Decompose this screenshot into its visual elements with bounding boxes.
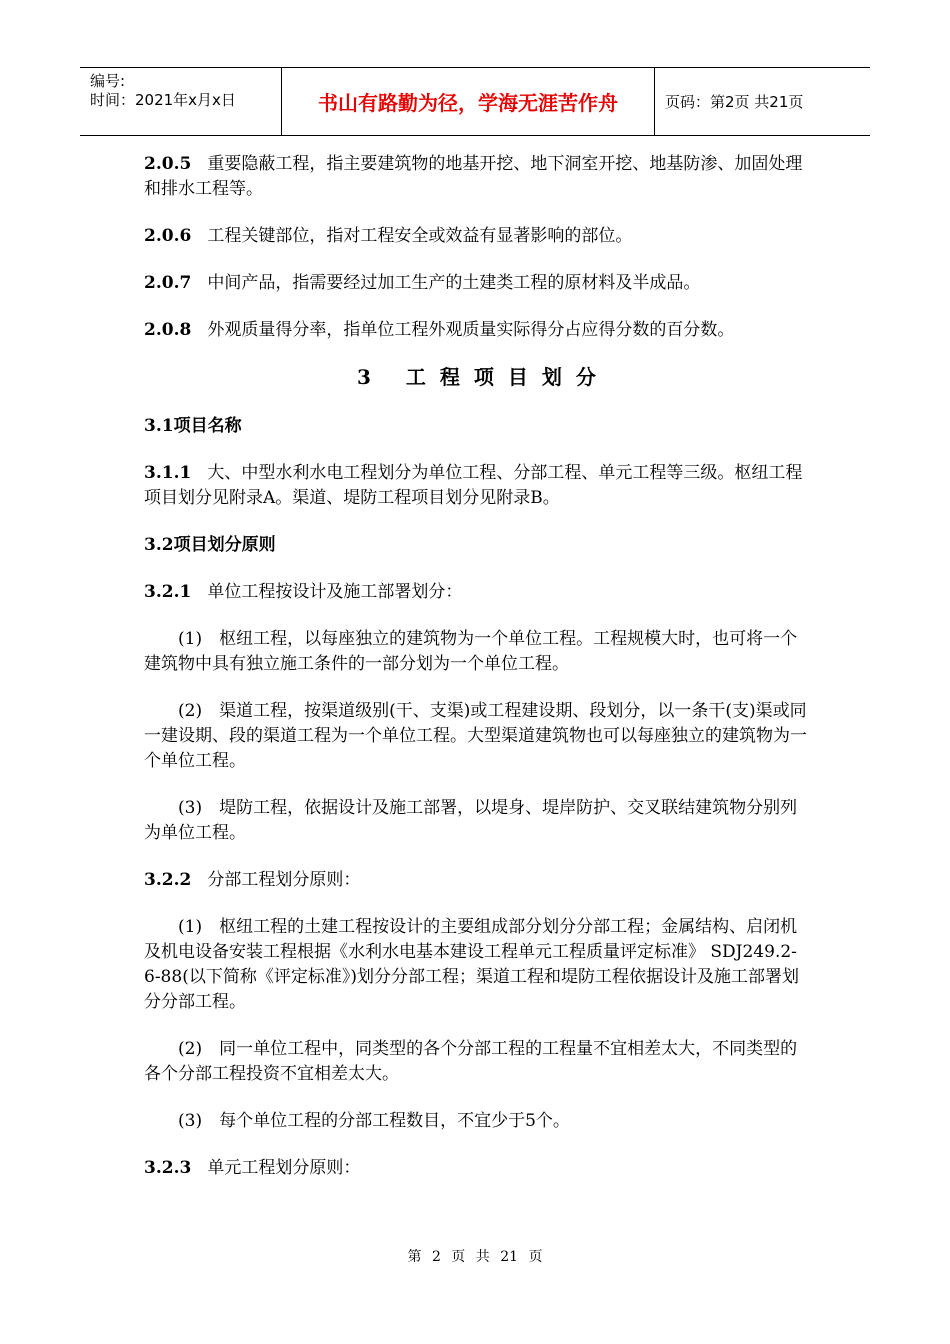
definition-2-0-7 (144, 271, 809, 296)
clause-3-2-2 (144, 868, 809, 893)
clause-text: 单位工程按设计及施工部署划分： (207, 582, 463, 602)
clause-text: 外观质量得分率，指单位工程外观质量实际得分占应得分数的百分数。 (207, 320, 735, 340)
list-item: (2) 渠道工程，按渠道级别(干、支渠)或工程建设期、段划分，以一条干(支)渠或同一建设期、段的渠道工程为一个单位工程。大型渠道建筑物也可以每座独立的建筑物为一个单位工程。 (144, 701, 807, 771)
definition-2-0-5 (144, 152, 809, 202)
header-meta (80, 68, 282, 135)
header-page-info: 页码：第2页 共21页 (665, 93, 804, 111)
subsection-title-3-2: 3.2项目划分原则 (144, 535, 276, 555)
clause-number: 2.0.5 (144, 154, 192, 174)
time-label: 时间：2021年x月x日 (90, 91, 236, 109)
list-item: (2) 同一单位工程中，同类型的各个分部工程的工程量不宜相差太大，不同类型的各个分部工程投资不宜相差太大。 (144, 1039, 798, 1084)
clause-3-1-1 (144, 461, 809, 511)
clause-number: 2.0.6 (144, 226, 192, 246)
page-footer: 第 2 页 共 21 页 (407, 1249, 543, 1265)
list-item: (3) 堤防工程，依据设计及施工部署，以堤身、堤岸防护、交叉联结建筑物分别列为单位工程。 (144, 798, 798, 843)
clause-number: 2.0.8 (144, 320, 192, 340)
clause-text: 大、中型水利水电工程划分为单位工程、分部工程、单元工程等三级。枢纽工程项目划分见附录A。渠道、堤防工程项目划分见附录B。 (144, 463, 803, 508)
list-item: (3) 每个单位工程的分部工程数目，不宜少于5个。 (178, 1111, 570, 1131)
clause-3-2-1 (144, 580, 809, 605)
clause-text: 工程关键部位，指对工程安全或效益有显著影响的部位。 (207, 226, 633, 246)
clause-number: 3.1.1 (144, 463, 192, 483)
list-item: (1) 枢纽工程，以每座独立的建筑物为一个单位工程。工程规模大时，也可将一个建筑物中具有独立施工条件的一部分划为一个单位工程。 (144, 629, 798, 674)
clause-text: 分部工程划分原则： (207, 870, 361, 890)
clause-number: 2.0.7 (144, 273, 192, 293)
clause-number: 3.2.2 (144, 870, 192, 890)
clause-number: 3.2.1 (144, 582, 192, 602)
clause-number: 3.2.3 (144, 1158, 192, 1178)
section-title: 3 工程项目划分 (357, 365, 610, 389)
document-body (144, 152, 809, 1203)
clause-text: 单元工程划分原则： (207, 1158, 361, 1178)
clause-text: 重要隐蔽工程，指主要建筑物的地基开挖、地下洞室开挖、地基防渗、加固处理和排水工程等。 (144, 154, 803, 199)
page-header (80, 67, 870, 136)
definition-2-0-6 (144, 224, 809, 249)
clause-3-2-3 (144, 1156, 809, 1181)
definition-2-0-8 (144, 318, 809, 343)
list-item: (1) 枢纽工程的土建工程按设计的主要组成部分划分分部工程；金属结构、启闭机及机电设备安装工程根据《水利水电基本建设工程单元工程质量评定标准》 SDJ249.2-6-88(以下简称《评定标准》)划分分部工程；渠道工程和堤防工程依据设计及施工部署划分分部工程。 (144, 917, 799, 1012)
subsection-title-3-1: 3.1项目名称 (144, 416, 242, 436)
number-label: 编号: (90, 72, 126, 90)
header-motto: 书山有路勤为径，学海无涯苦作舟 (282, 68, 655, 135)
clause-text: 中间产品，指需要经过加工生产的土建类工程的原材料及半成品。 (207, 273, 701, 293)
